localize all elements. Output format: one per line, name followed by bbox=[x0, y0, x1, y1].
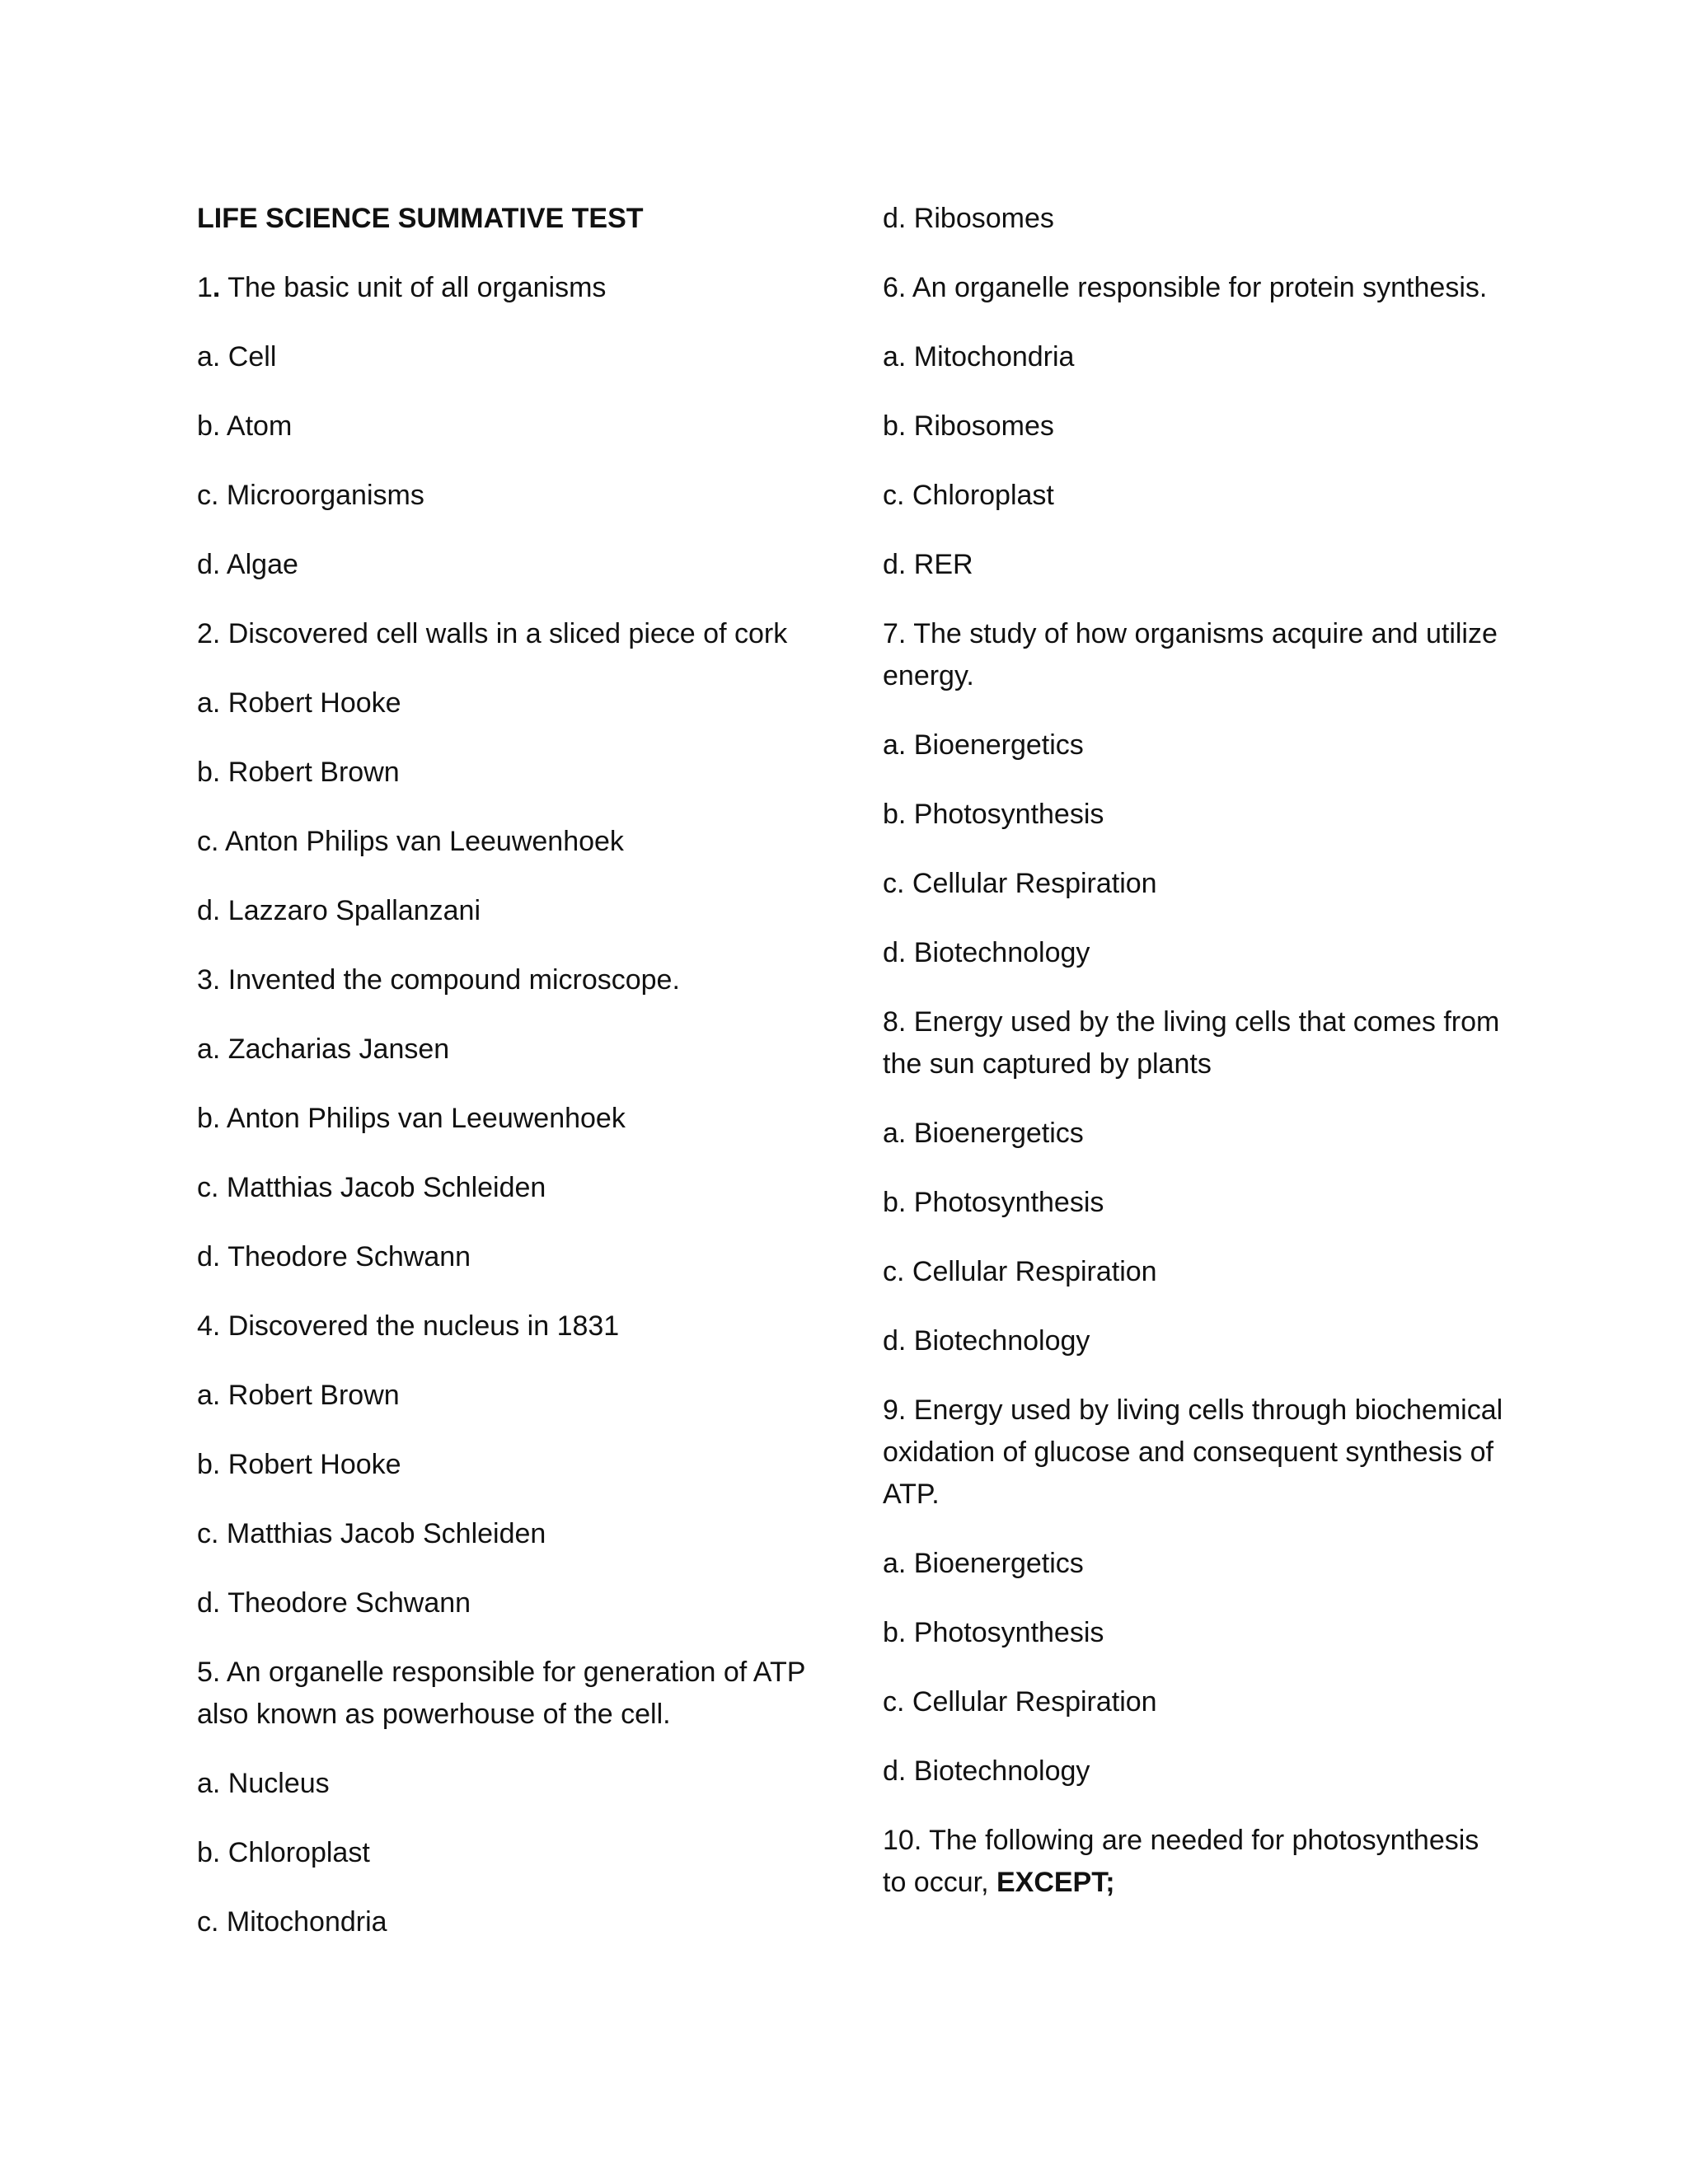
question-4: 4. Discovered the nucleus in 1831 bbox=[197, 1310, 620, 1342]
question-emphasis: EXCEPT; bbox=[996, 1867, 1115, 1898]
option-4a: a. Robert Brown bbox=[197, 1380, 400, 1411]
option-8c: c. Cellular Respiration bbox=[883, 1256, 1157, 1287]
option-5c: c. Mitochondria bbox=[197, 1906, 387, 1938]
option-2a: a. Robert Hooke bbox=[197, 687, 401, 719]
option-9b: b. Photosynthesis bbox=[883, 1617, 1104, 1648]
option-7a: a. Bioenergetics bbox=[883, 729, 1084, 761]
option-6c: c. Chloroplast bbox=[883, 480, 1054, 511]
question-10 bbox=[883, 1820, 1509, 1904]
option-2b: b. Robert Brown bbox=[197, 757, 400, 788]
option-6a: a. Mitochondria bbox=[883, 341, 1075, 373]
option-5b: b. Chloroplast bbox=[197, 1837, 370, 1868]
question-9: 9. Energy used by living cells through biochemical oxidation of glucose and consequent synthesis of ATP. bbox=[883, 1394, 1503, 1510]
question-text: 10. The following are needed for photosynthesis to occur, bbox=[883, 1825, 1479, 1898]
question-number: 1 bbox=[197, 272, 213, 303]
option-1a: a. Cell bbox=[197, 341, 277, 373]
right-column bbox=[883, 198, 1509, 1931]
option-5a: a. Nucleus bbox=[197, 1768, 330, 1799]
option-9c: c. Cellular Respiration bbox=[883, 1686, 1157, 1718]
option-8b: b. Photosynthesis bbox=[883, 1187, 1104, 1218]
option-9d: d. Biotechnology bbox=[883, 1755, 1090, 1787]
question-6: 6. An organelle responsible for protein synthesis. bbox=[883, 272, 1488, 303]
option-9a: a. Bioenergetics bbox=[883, 1548, 1084, 1579]
option-3d: d. Theodore Schwann bbox=[197, 1241, 471, 1272]
option-7c: c. Cellular Respiration bbox=[883, 868, 1157, 899]
option-8d: d. Biotechnology bbox=[883, 1325, 1090, 1357]
question-1 bbox=[197, 267, 823, 309]
question-5: 5. An organelle responsible for generation of ATP also known as powerhouse of the cell. bbox=[197, 1657, 805, 1730]
option-7b: b. Photosynthesis bbox=[883, 799, 1104, 830]
page-title: LIFE SCIENCE SUMMATIVE TEST bbox=[197, 203, 644, 234]
option-8a: a. Bioenergetics bbox=[883, 1118, 1084, 1149]
option-2d: d. Lazzaro Spallanzani bbox=[197, 895, 481, 926]
left-column bbox=[197, 198, 823, 1971]
question-number-dot: . bbox=[212, 272, 221, 303]
option-1c: c. Microorganisms bbox=[197, 480, 424, 511]
option-3a: a. Zacharias Jansen bbox=[197, 1033, 450, 1065]
question-8: 8. Energy used by the living cells that comes from the sun captured by plants bbox=[883, 1006, 1500, 1080]
option-3c: c. Matthias Jacob Schleiden bbox=[197, 1172, 546, 1203]
question-text: The basic unit of all organisms bbox=[220, 272, 607, 303]
option-6d: d. RER bbox=[883, 549, 973, 580]
option-6b: b. Ribosomes bbox=[883, 410, 1054, 442]
option-2c: c. Anton Philips van Leeuwenhoek bbox=[197, 826, 624, 857]
option-4b: b. Robert Hooke bbox=[197, 1449, 401, 1480]
option-1b: b. Atom bbox=[197, 410, 293, 442]
option-1d: d. Algae bbox=[197, 549, 298, 580]
question-3: 3. Invented the compound microscope. bbox=[197, 964, 680, 996]
option-7d: d. Biotechnology bbox=[883, 937, 1090, 968]
question-2: 2. Discovered cell walls in a sliced piece of cork bbox=[197, 618, 788, 649]
option-3b: b. Anton Philips van Leeuwenhoek bbox=[197, 1103, 626, 1134]
option-4d: d. Theodore Schwann bbox=[197, 1587, 471, 1619]
question-7: 7. The study of how organisms acquire and utilize energy. bbox=[883, 618, 1498, 691]
option-4c: c. Matthias Jacob Schleiden bbox=[197, 1518, 546, 1549]
option-5d: d. Ribosomes bbox=[883, 203, 1054, 234]
